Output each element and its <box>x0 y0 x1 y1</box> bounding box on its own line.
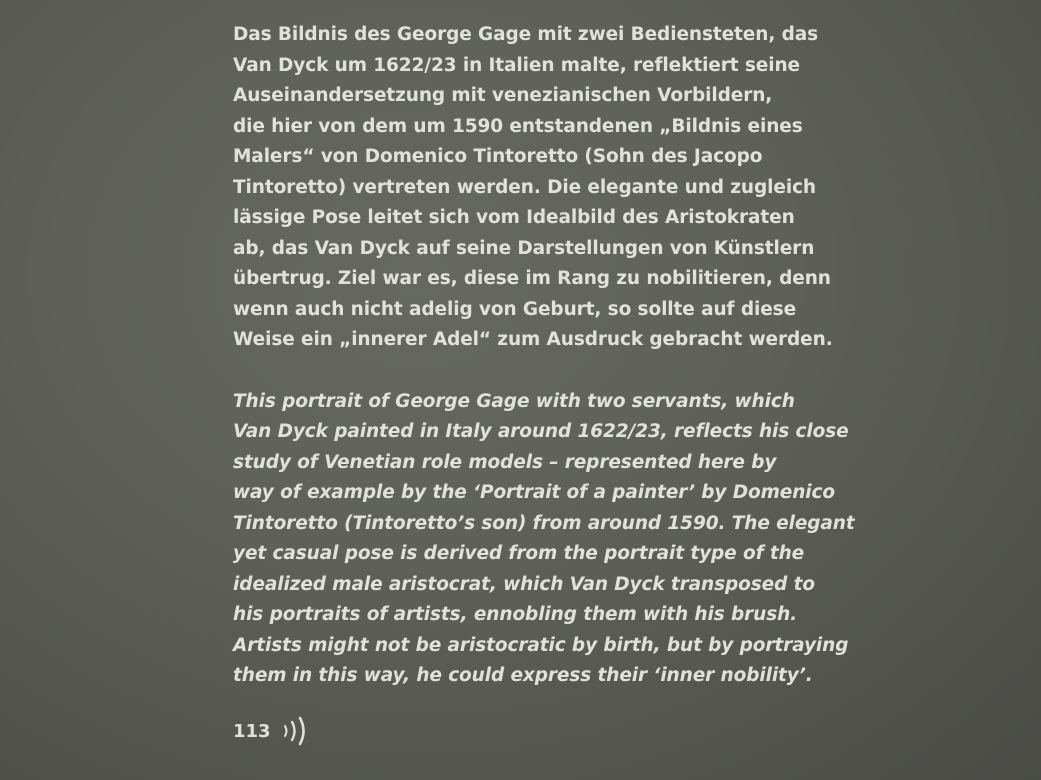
english-line: Tintoretto (Tintoretto’s son) from around 1590. The elegant <box>233 512 855 534</box>
audio-guide-marker <box>233 716 313 746</box>
german-line: Tintoretto) vertreten werden. Die elegante und zugleich <box>233 176 817 198</box>
german-line: die hier von dem um 1590 entstandenen „Bildnis eines <box>233 115 803 137</box>
english-line: his portraits of artists, ennobling them with his brush. <box>233 604 798 625</box>
german-line: Auseinandersetzung mit venezianischen Vorbildern, <box>233 85 773 106</box>
english-line: Van Dyck painted in Italy around 1622/23, reflects his close <box>233 421 849 442</box>
german-line: übertrug. Ziel war es, diese im Rang zu nobilitieren, denn <box>233 268 831 289</box>
german-line: lässige Pose leitet sich vom Idealbild des Aristokraten <box>233 207 795 228</box>
german-line: Weise ein „innerer Adel“ zum Ausdruck gebracht werden. <box>233 329 833 350</box>
german-line: Malers“ von Domenico Tintoretto (Sohn des Jacopo <box>233 146 763 167</box>
english-line: way of example by the ‘Portrait of a painter’ by Domenico <box>233 482 836 503</box>
english-line: Artists might not be aristocratic by birth, but by portraying <box>233 634 849 656</box>
english-text <box>233 387 873 692</box>
german-text <box>233 20 873 356</box>
english-line: idealized male aristocrat, which Van Dyck transposed to <box>233 573 815 595</box>
german-line: Das Bildnis des George Gage mit zwei Bediensteten, das <box>233 24 819 45</box>
wall-placard <box>233 20 873 692</box>
english-line: yet casual pose is derived from the portrait type of the <box>233 543 805 564</box>
audio-guide-number: 113 <box>233 720 271 742</box>
english-line: This portrait of George Gage with two servants, which <box>233 390 795 412</box>
english-line: study of Venetian role models – represented here by <box>233 451 777 473</box>
english-line: them in this way, he could express their ‘inner nobility’. <box>233 665 813 686</box>
german-line: ab, das Van Dyck auf seine Darstellungen von Künstlern <box>233 237 815 259</box>
audio-guide-icon <box>279 716 313 746</box>
german-line: wenn auch nicht adelig von Geburt, so sollte auf diese <box>233 298 797 320</box>
german-line: Van Dyck um 1622/23 in Italien malte, reflektiert seine <box>233 54 800 76</box>
